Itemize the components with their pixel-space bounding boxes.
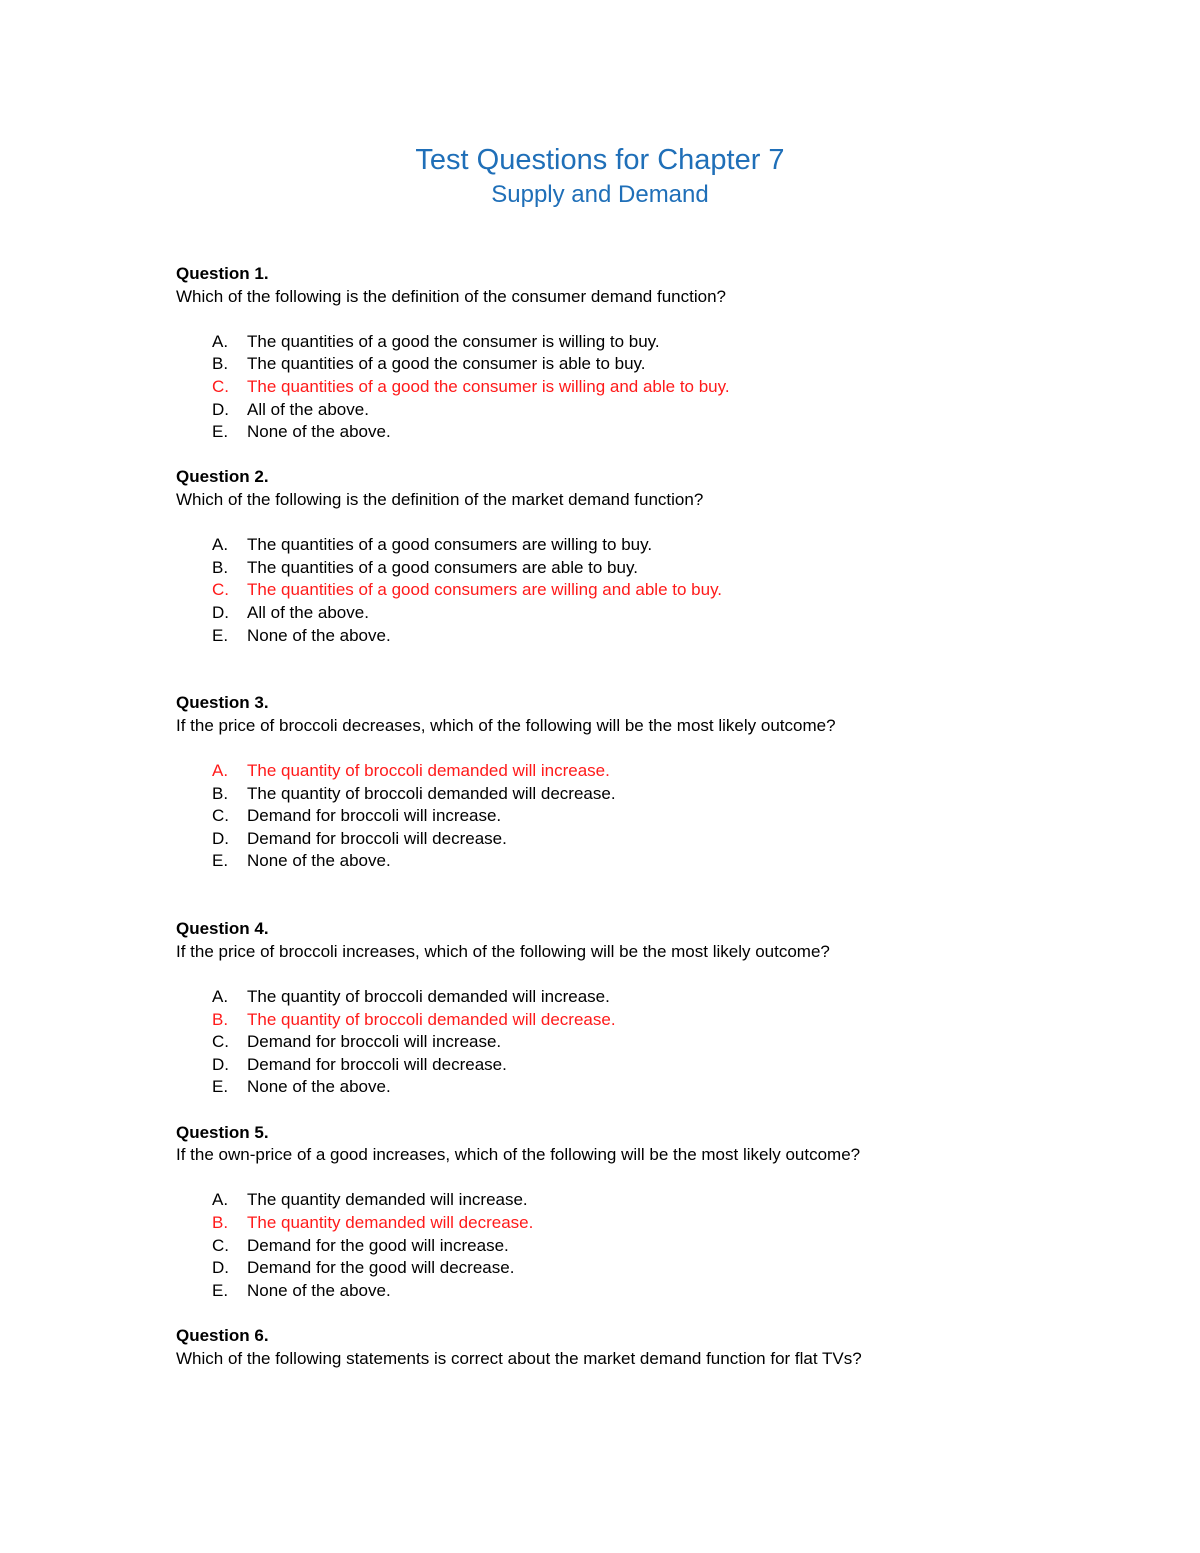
question-label: Question 1. [176, 264, 269, 283]
option-letter: B. [212, 783, 229, 803]
answer-option [176, 1189, 1076, 1212]
page-subtitle: Supply and Demand [491, 181, 709, 208]
option-text: The quantities of a good the consumer is able to buy. [247, 354, 646, 374]
option-text: Demand for the good will decrease. [247, 1258, 515, 1278]
question-2 [176, 466, 1076, 647]
question-text: If the price of broccoli increases, which of the following will be the most likely outcome? [176, 941, 830, 961]
option-text: The quantity of broccoli demanded will increase. [247, 987, 610, 1006]
answer-option [176, 1280, 1076, 1303]
answer-option [176, 1031, 1076, 1054]
correct-answer-option [176, 1212, 1076, 1235]
answer-option [176, 783, 1076, 806]
spacer [176, 647, 1076, 692]
option-text: The quantities of a good consumers are willing to buy. [247, 535, 653, 555]
question-3 [176, 692, 1076, 873]
option-letter: B. [212, 1212, 229, 1232]
option-letter: E. [212, 1077, 229, 1097]
option-text: The quantity of broccoli demanded will decrease. [247, 1009, 616, 1029]
spacer [176, 1302, 1076, 1325]
answer-option [176, 1257, 1076, 1280]
option-letter: C. [212, 1235, 229, 1255]
option-text: The quantities of a good the consumer is willing to buy. [247, 331, 660, 351]
option-text: The quantity of broccoli demanded will decrease. [247, 783, 616, 803]
option-text: The quantities of a good the consumer is willing and able to buy. [247, 376, 730, 396]
option-letter: D. [212, 399, 229, 419]
correct-answer-option [176, 760, 1076, 783]
option-letter: E. [212, 422, 229, 442]
answer-option [176, 805, 1076, 828]
option-letter: D. [212, 828, 229, 848]
spacer [176, 873, 1076, 918]
option-text: The quantity demanded will decrease. [247, 1212, 534, 1232]
question-6 [176, 1325, 1076, 1370]
answer-option [176, 625, 1076, 648]
answer-options [176, 1189, 1076, 1302]
question-text: Which of the following is the definition of the consumer demand function? [176, 286, 726, 306]
spacer [176, 1099, 1076, 1122]
answer-options [176, 986, 1076, 1099]
option-letter: E. [212, 625, 229, 645]
option-text: Demand for broccoli will decrease. [247, 828, 507, 848]
answer-option [176, 986, 1076, 1009]
option-letter: A. [212, 535, 229, 555]
question-text: If the price of broccoli decreases, which of the following will be the most likely outcome? [176, 715, 836, 735]
question-5 [176, 1122, 1076, 1303]
option-text: None of the above. [247, 422, 391, 442]
option-letter: B. [212, 354, 229, 374]
question-text: If the own-price of a good increases, which of the following will be the most likely outcome? [176, 1145, 861, 1165]
question-label: Question 2. [176, 467, 269, 487]
correct-answer-option [176, 1009, 1076, 1032]
option-letter: C. [212, 580, 229, 600]
option-text: Demand for broccoli will increase. [247, 806, 502, 826]
answer-option [176, 421, 1076, 444]
correct-answer-option [176, 376, 1076, 399]
question-1 [176, 263, 1076, 444]
option-text: None of the above. [247, 851, 391, 871]
answer-option [176, 850, 1076, 873]
correct-answer-option [176, 579, 1076, 602]
option-text: The quantity of broccoli demanded will increase. [247, 761, 610, 781]
option-letter: C. [212, 1032, 229, 1052]
option-letter: A. [212, 987, 229, 1006]
document-header [0, 142, 1200, 212]
option-letter: B. [212, 557, 229, 577]
question-list [176, 263, 1076, 1370]
option-text: All of the above. [247, 602, 369, 622]
answer-option [176, 331, 1076, 354]
option-text: Demand for the good will increase. [247, 1235, 509, 1255]
option-text: None of the above. [247, 1077, 391, 1097]
answer-options [176, 760, 1076, 873]
answer-option [176, 353, 1076, 376]
question-label: Question 3. [176, 693, 269, 713]
option-letter: A. [212, 761, 229, 781]
question-label: Question 4. [176, 919, 269, 939]
option-text: The quantities of a good consumers are willing and able to buy. [247, 580, 723, 600]
option-letter: E. [212, 851, 229, 871]
answer-option [176, 1054, 1076, 1077]
answer-option [176, 557, 1076, 580]
option-letter: C. [212, 376, 229, 396]
answer-option [176, 534, 1076, 557]
answer-option [176, 602, 1076, 625]
option-letter: B. [212, 1009, 229, 1029]
answer-options [176, 534, 1076, 647]
option-letter: E. [212, 1280, 229, 1300]
option-letter: A. [212, 331, 229, 351]
question-text: Which of the following is the definition of the market demand function? [176, 489, 704, 509]
question-label: Question 6. [176, 1325, 269, 1345]
option-text: None of the above. [247, 625, 391, 645]
answer-option [176, 399, 1076, 422]
answer-option [176, 828, 1076, 851]
spacer [176, 444, 1076, 467]
option-letter: A. [212, 1190, 229, 1210]
answer-options [176, 331, 1076, 444]
option-letter: D. [212, 602, 229, 622]
page-title: Test Questions for Chapter 7 [415, 144, 785, 176]
option-text: All of the above. [247, 399, 369, 419]
option-text: Demand for broccoli will increase. [247, 1032, 502, 1052]
answer-option [176, 1235, 1076, 1258]
option-letter: D. [212, 1258, 229, 1278]
answer-option [176, 1076, 1076, 1099]
option-letter: D. [212, 1054, 229, 1074]
option-text: Demand for broccoli will decrease. [247, 1054, 507, 1074]
option-text: The quantities of a good consumers are able to buy. [247, 557, 638, 577]
question-label: Question 5. [176, 1122, 269, 1142]
option-text: None of the above. [247, 1280, 391, 1300]
question-4 [176, 918, 1076, 1099]
question-text: Which of the following statements is correct about the market demand function for flat TVs? [176, 1348, 862, 1368]
option-text: The quantity demanded will increase. [247, 1190, 528, 1210]
option-letter: C. [212, 806, 229, 826]
